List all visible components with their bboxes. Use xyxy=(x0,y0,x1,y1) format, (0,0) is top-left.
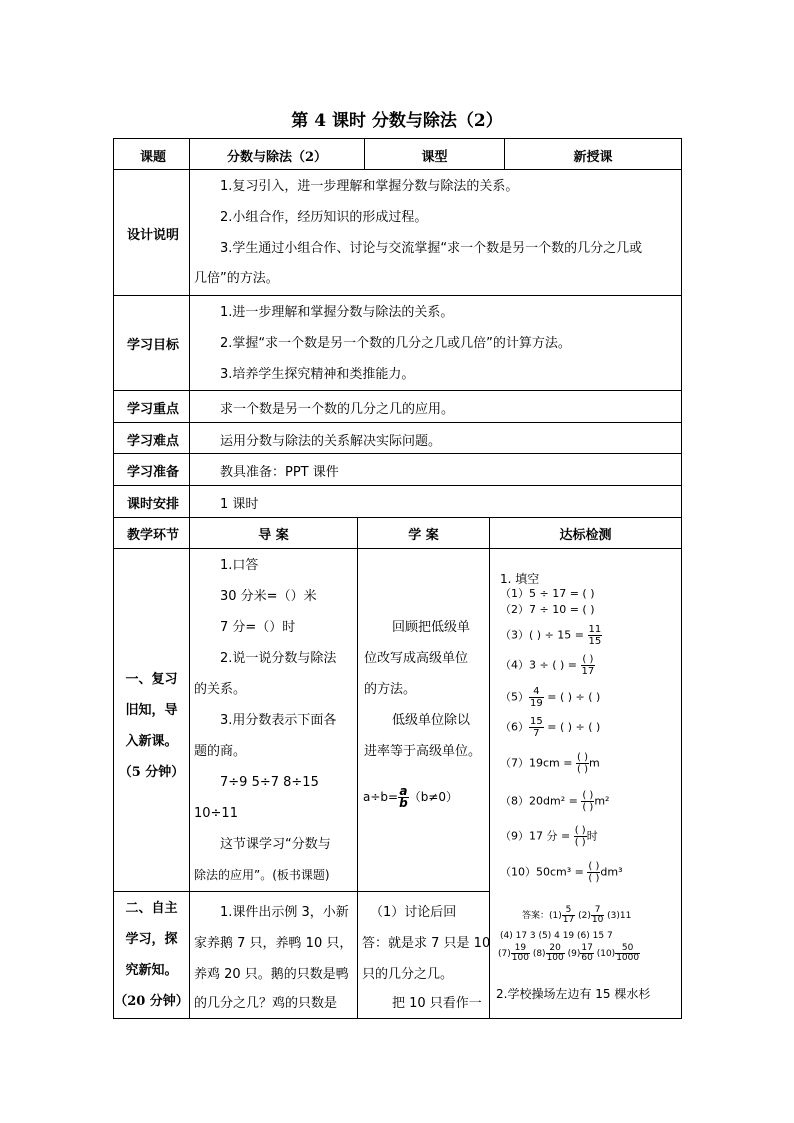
difficulty-label: 学习难点 xyxy=(126,434,179,449)
s1-study-4: 低级单位除以 xyxy=(392,713,471,728)
s1-study-1: 回顾把低级单 xyxy=(392,620,471,635)
check-item-1: （1）5 ÷ 17 = ( ) xyxy=(500,587,595,600)
topic-label: 课题 xyxy=(139,150,166,165)
check-item-5: （5） $\frac{4}{19}$ = ( ) ÷ ( ) xyxy=(500,686,601,709)
section2-stage: 二、自主 学习，探 究新知。 （20 分钟） xyxy=(114,901,189,1009)
s1-guide-4: 2.说一说分数与除法 xyxy=(220,651,337,666)
s2-guide-1: 1.课件出示例 3，小新 xyxy=(220,905,349,920)
check-item-10: （10）50cm³ = $\frac{( )}{( )}$ dm³ xyxy=(500,861,623,884)
answers-line-2: (4) 17 3 (5) 4 19 (6) 15 7 xyxy=(500,931,613,941)
prep-label: 学习准备 xyxy=(126,465,179,480)
goal-line-1: 1.进一步理解和掌握分数与除法的关系。 xyxy=(220,305,454,320)
s1-guide-6: 3.用分数表示下面各 xyxy=(220,713,337,728)
col-guide: 导 案 xyxy=(258,528,289,543)
check-item-2: （2）7 ÷ 10 = ( ) xyxy=(500,603,595,616)
design-label: 设计说明 xyxy=(126,228,179,243)
s2-guide-3: 养鸡 20 只。鹅的只数是鸭 xyxy=(194,967,349,982)
page-title: 第 4 课时 分数与除法（2） xyxy=(291,111,503,131)
check-item-8: （8）20dm² = $\frac{( )}{( )}$ m² xyxy=(500,790,610,813)
key-label: 学习重点 xyxy=(126,402,179,417)
col-stage: 教学环节 xyxy=(126,528,179,543)
goal-line-2: 2.掌握“求一个数是另一个数的几分之几或几倍”的计算方法。 xyxy=(220,336,571,351)
check-item-4: （4）3 ÷ ( ) = $\frac{( )}{17}$ xyxy=(500,654,595,677)
col-study: 学 案 xyxy=(408,528,439,543)
s1-study-2: 位改写成高级单位 xyxy=(364,651,469,666)
hours-text: 1 课时 xyxy=(220,497,259,512)
answers-line-1: 答案：(1) $\frac{5}{17}$ (2) $\frac{7}{10}$ (3)11 xyxy=(522,905,632,925)
s1-guide-10: 这节课学习“分数与 xyxy=(220,837,331,852)
topic-value: 分数与除法（2） xyxy=(226,150,328,165)
s2-guide-2: 家养鹅 7 只，养鸭 10 只， xyxy=(194,936,353,951)
check-item-3: （3）( ) ÷ 15 = $\frac{11}{15}$ xyxy=(500,624,602,647)
s1-guide-9: 10÷11 xyxy=(194,806,238,821)
s1-guide-8: 7÷9 5÷7 8÷15 xyxy=(220,775,319,790)
col-check: 达标检测 xyxy=(559,528,612,543)
check-heading: 1. 填空 xyxy=(500,572,540,586)
s1-formula: a÷b= $\frac{a}{b}$ （b≠0） xyxy=(363,784,458,810)
section1-stage: 一、复习 旧知，导 入新课。 （5 分钟） xyxy=(118,672,185,780)
check-q2: 2.学校操场左边有 15 棵水杉 xyxy=(496,987,651,1001)
s1-guide-2: 30 分米=（）米 xyxy=(220,589,317,604)
goals-label: 学习目标 xyxy=(126,338,179,353)
type-value: 新授课 xyxy=(573,150,613,165)
s1-guide-3: 7 分=（）时 xyxy=(220,620,296,635)
check-item-6: （6） $\frac{15}{7}$ = ( ) ÷ ( ) xyxy=(500,716,601,739)
goal-line-3: 3.培养学生探究精神和类推能力。 xyxy=(220,367,415,382)
s2-study-2: 答：就是求 7 只是 10 xyxy=(362,936,491,951)
design-line-3: 3.学生通过小组合作、讨论与交流掌握“求一个数是另一个数的几分之几或 xyxy=(220,241,643,256)
check-item-9: （9）17 分 = $\frac{( )}{( )}$ 时 xyxy=(500,825,598,848)
s1-study-3: 的方法。 xyxy=(364,682,417,697)
s1-guide-7: 题的商。 xyxy=(194,744,247,759)
answers-line-3: (7) $\frac{19}{100}$ (8) $\frac{20}{100}$ (9) $\frac{17}{60}$ (10) $\frac{50}{1000}$ xyxy=(498,943,640,963)
design-line-4: 几倍”的方法。 xyxy=(194,271,279,286)
s1-guide-5: 的关系。 xyxy=(194,682,247,697)
check-item-7: （7）19cm = $\frac{( )}{( )}$ m xyxy=(500,752,600,775)
s1-guide-1: 1.口答 xyxy=(220,558,259,573)
design-line-2: 2.小组合作，经历知识的形成过程。 xyxy=(220,210,428,225)
s2-guide-4: 的几分之几？鸡的只数是 xyxy=(194,996,338,1011)
s1-study-5: 进率等于高级单位。 xyxy=(364,744,482,759)
hours-label: 课时安排 xyxy=(126,497,179,512)
design-line-1: 1.复习引入，进一步理解和掌握分数与除法的关系。 xyxy=(220,179,519,194)
s2-study-1: （1）讨论后回 xyxy=(370,905,457,920)
key-text: 求一个数是另一个数的几分之几的应用。 xyxy=(220,402,455,417)
s2-study-4: 把 10 只看作一 xyxy=(392,996,482,1011)
type-label: 课型 xyxy=(421,150,448,165)
s2-study-3: 只的几分之几。 xyxy=(362,967,454,982)
prep-text: 教具准备：PPT 课件 xyxy=(220,465,339,480)
difficulty-text: 运用分数与除法的关系解决实际问题。 xyxy=(220,434,442,449)
s1-guide-11: 除法的应用”。(板书课题) xyxy=(194,868,330,882)
